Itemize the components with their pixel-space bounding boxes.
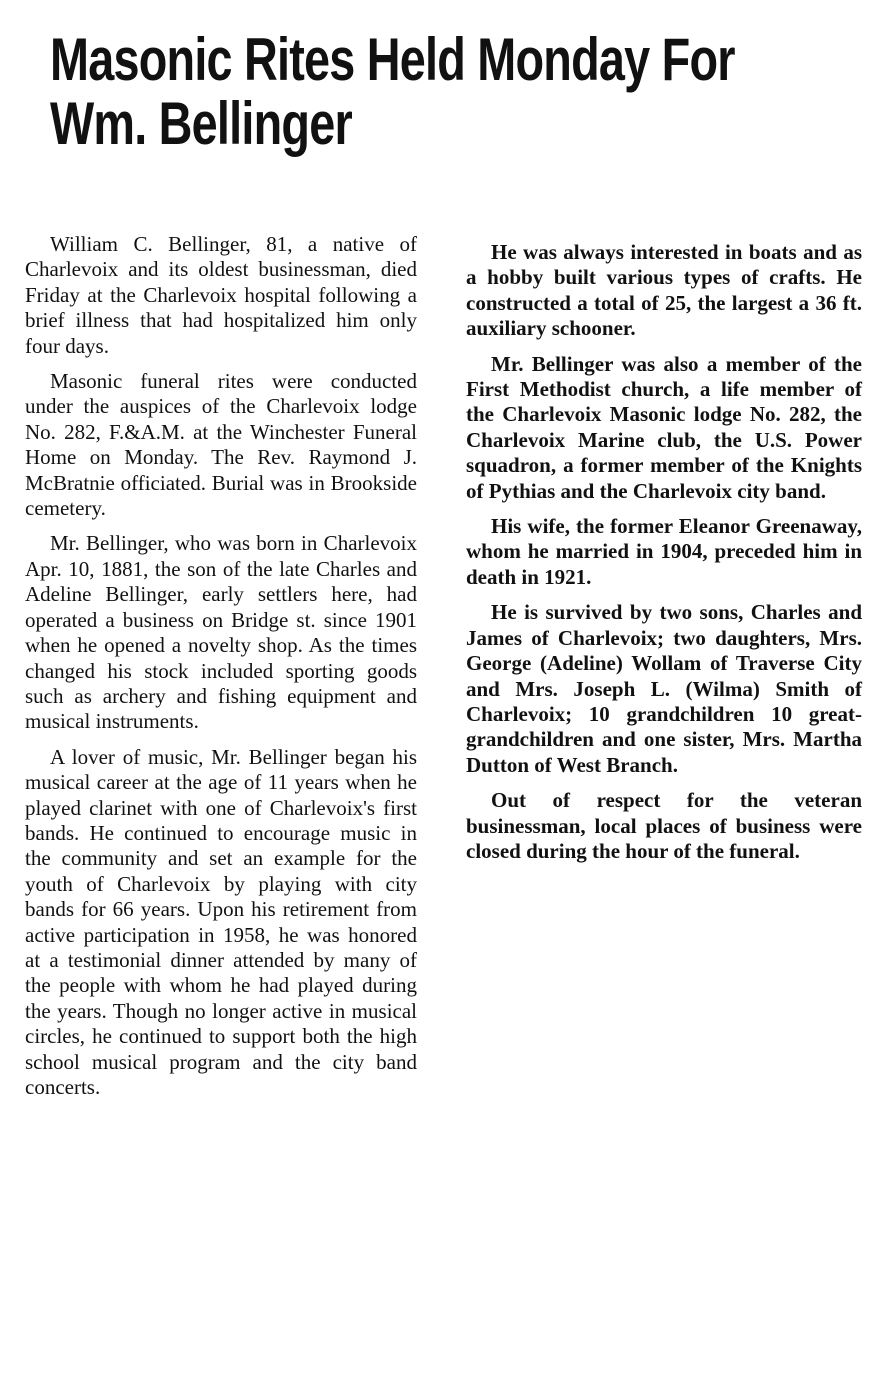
article-paragraph: His wife, the former Eleanor Greenaway, whom he married in 1904, preceded him in death in 1921. [466, 514, 862, 589]
article-paragraph: William C. Bellinger, 81, a native of Charlevoix and its oldest businessman, died Friday at the Charlevoix hospital following a brief illness that had hospitalized him only four days. [25, 232, 417, 358]
headline-line-2: Wm. Bellinger [50, 90, 352, 157]
article-paragraph: He is survived by two sons, Charles and James of Charlevoix; two daughters, Mrs. George (Adeline) Wollam of Traverse City and Mrs. Joseph L. (Wilma) Smith of Charlevoix; 10 grandchildren 10 great-grandchildren and one sister, Mrs. Martha Dutton of West Branch. [466, 600, 862, 777]
article-column-left [25, 232, 417, 1110]
headline-line-1: Masonic Rites Held Monday For [50, 26, 735, 93]
article-paragraph: Mr. Bellinger was also a member of the First Methodist church, a life member of the Charlevoix Masonic lodge No. 282, the Charlevoix Marine club, the U.S. Power squadron, a former member of the Knights of Pythias and the Charlevoix city band. [466, 351, 862, 503]
article-column-right [466, 240, 862, 874]
headline [50, 26, 735, 157]
article-paragraph: A lover of music, Mr. Bellinger began his musical career at the age of 11 years when he played clarinet with one of Charlevoix's first bands. He continued to encourage music in the community and set an example for the youth of Charlevoix by playing with city bands for 66 years. Upon his retirement from active participation in 1958, he was honored at a testimonial dinner attended by many of the people with whom he had played during the years. Though no longer active in musical circles, he continued to support both the high school musical program and the city band concerts. [25, 744, 417, 1099]
article-paragraph: Masonic funeral rites were conducted under the auspices of the Charlevoix lodge No. 282, F.&A.M. at the Winchester Funeral Home on Monday. The Rev. Raymond J. McBratnie officiated. Burial was in Brookside cemetery. [25, 369, 417, 521]
article-paragraph: Mr. Bellinger, who was born in Charlevoix Apr. 10, 1881, the son of the late Charles and Adeline Bellinger, early settlers here, had operated a business on Bridge st. since 1901 when he opened a novelty shop. As the times changed his stock included sporting goods such as archery and fishing equipment and musical instruments. [25, 531, 417, 734]
article-paragraph: He was always interested in boats and as a hobby built various types of crafts. He constructed a total of 25, the largest a 36 ft. auxiliary schooner. [466, 240, 862, 341]
article-paragraph: Out of respect for the veteran businessman, local places of business were closed during the hour of the funeral. [466, 788, 862, 863]
